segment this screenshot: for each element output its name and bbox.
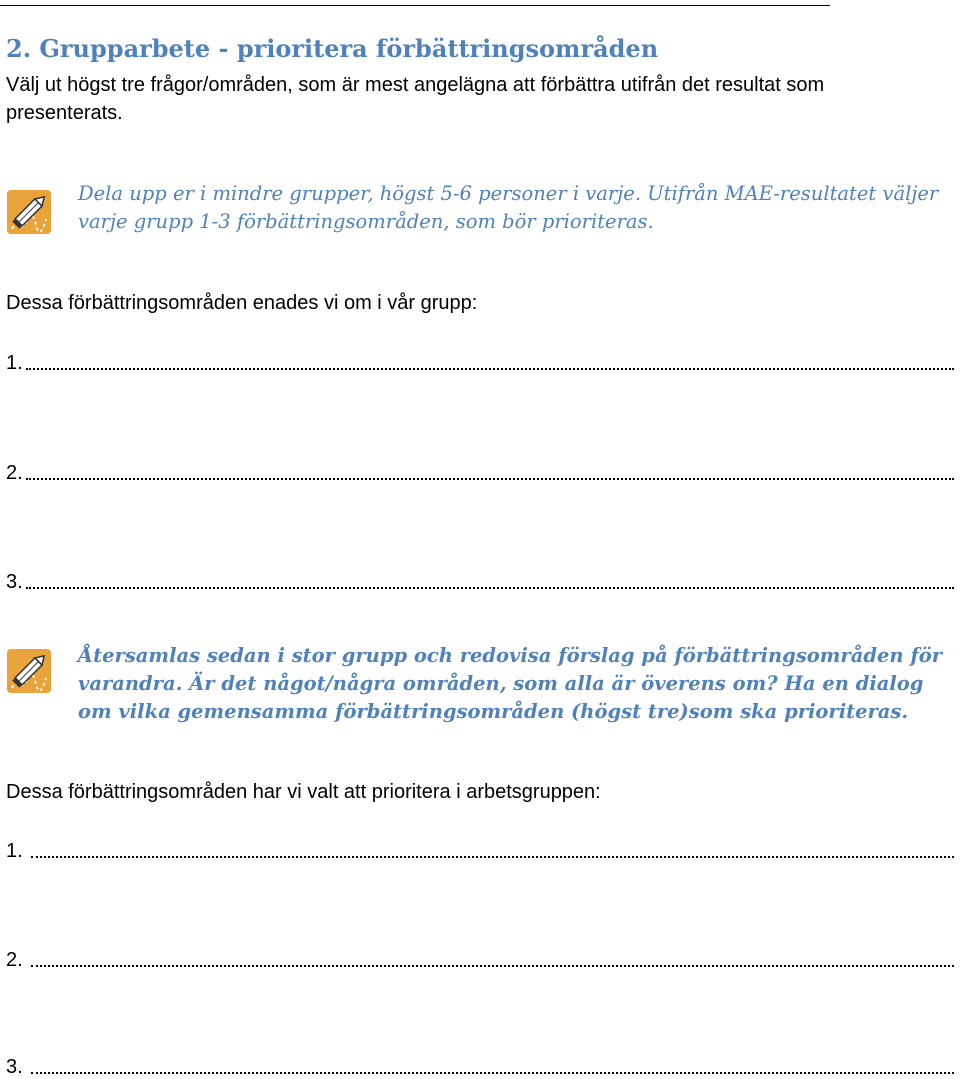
line-number: 2. (6, 462, 23, 484)
line-number: 1. (6, 840, 29, 862)
group-area-line-1[interactable] (6, 349, 954, 375)
group-areas-label: Dessa förbättringsområden enades vi om i vår grupp: (6, 292, 478, 314)
priority-line-1[interactable] (6, 837, 954, 863)
dotted-line (31, 965, 954, 967)
group-area-line-2[interactable] (6, 459, 954, 485)
priority-line-2[interactable] (6, 946, 954, 972)
pencil-note-icon (6, 648, 52, 694)
section-heading: 2. Grupparbete - prioritera förbättringsområden (6, 34, 659, 63)
line-number: 1. (6, 352, 23, 374)
priority-line-3[interactable] (6, 1053, 954, 1079)
instruction-note-plenary: Återsamlas sedan i stor grupp och redovisa förslag på förbättringsområden för varandra. Är det något/några områden, som alla är överens om? Ha en dialog om vilka gemensamma förbättringsområden (högst tre)som ska prioriteras. (78, 644, 943, 723)
line-number: 2. (6, 949, 29, 971)
dotted-line (31, 856, 954, 858)
group-area-line-3[interactable] (6, 568, 954, 594)
instruction-note-groups: Dela upp er i mindre grupper, högst 5-6 personer i varje. Utifrån MAE-resultatet väljer varje grupp 1-3 förbättringsområden, som bör prioriteras. (78, 182, 939, 233)
dotted-line (26, 478, 954, 480)
dotted-line (26, 587, 954, 589)
intro-text: Välj ut högst tre frågor/områden, som är mest angelägna att förbättra utifrån det resultat som presenterats. (6, 74, 825, 124)
dotted-line (26, 368, 954, 370)
dotted-line (31, 1072, 954, 1074)
pencil-note-icon (6, 189, 52, 235)
line-number: 3. (6, 571, 23, 593)
workgroup-priorities-label: Dessa förbättringsområden har vi valt att prioritera i arbetsgruppen: (6, 781, 601, 803)
line-number: 3. (6, 1056, 29, 1078)
top-rule (0, 5, 830, 6)
